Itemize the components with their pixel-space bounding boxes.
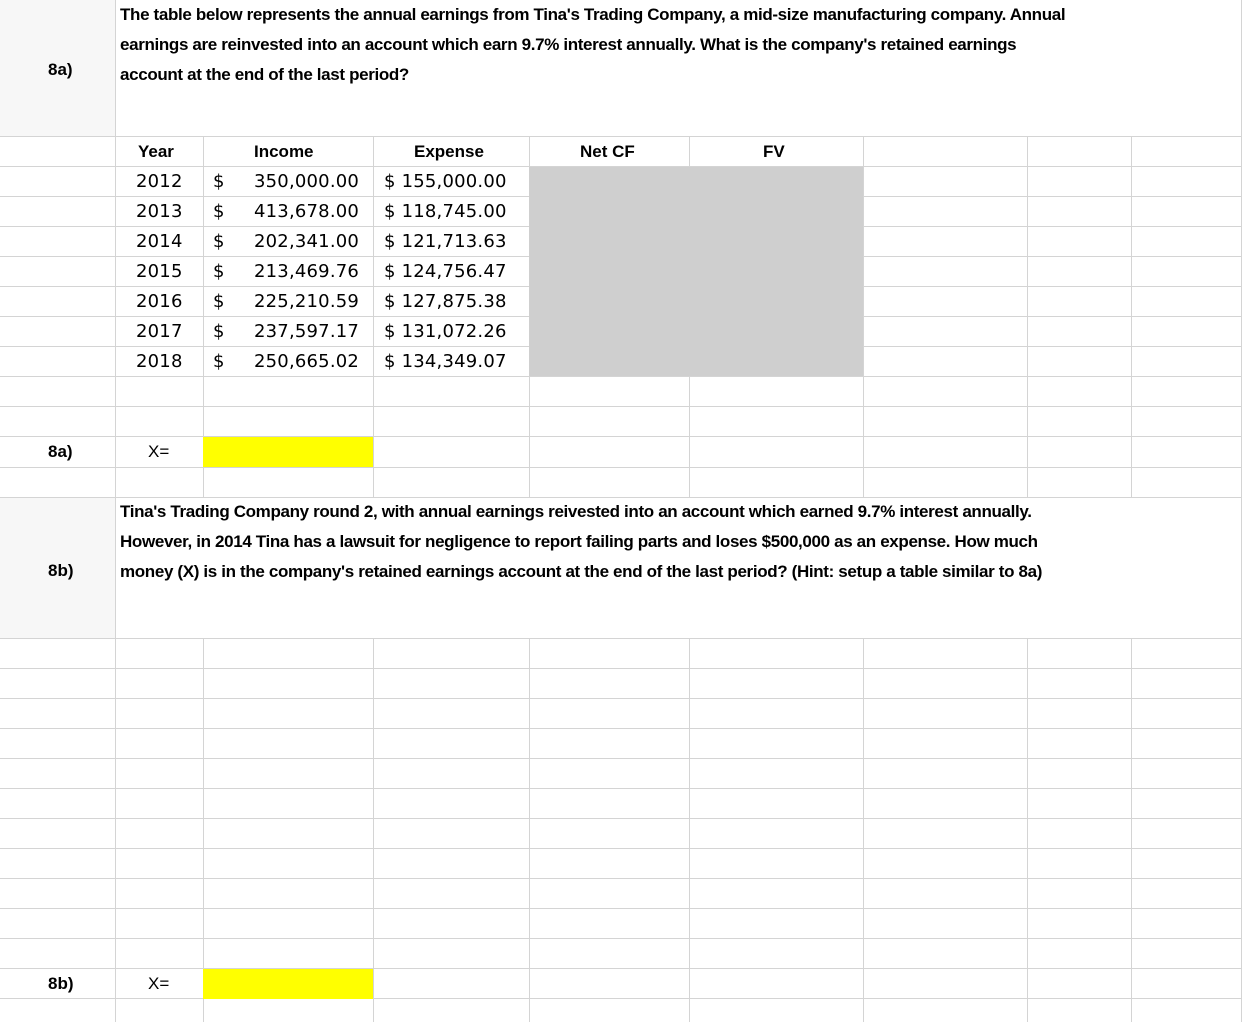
expense-cell: $ 134,349.07 bbox=[384, 351, 507, 372]
question-8a-line-2: earnings are reinvested into an account which earn 9.7% interest annually. What is the company's retained earnings bbox=[120, 35, 1017, 54]
currency-symbol: $ bbox=[213, 201, 225, 222]
answer-8b-x-label: X= bbox=[148, 974, 170, 993]
answer-8a-cell[interactable] bbox=[203, 437, 373, 467]
income-cell: 225,210.59 bbox=[254, 291, 360, 312]
income-cell: 213,469.76 bbox=[254, 261, 360, 282]
year-cell: 2018 bbox=[136, 351, 183, 372]
answer-8a-x-label: X= bbox=[148, 442, 170, 461]
question-8b-label: 8b) bbox=[48, 561, 74, 580]
income-cell: 250,665.02 bbox=[254, 351, 360, 372]
header-income: Income bbox=[254, 142, 314, 161]
answer-8b-label: 8b) bbox=[48, 974, 74, 993]
question-8a-line-3: account at the end of the last period? bbox=[120, 65, 409, 84]
header-expense: Expense bbox=[414, 142, 484, 161]
question-8a-label: 8a) bbox=[48, 60, 73, 79]
net-cf-fv-input-area[interactable] bbox=[529, 167, 863, 376]
year-cell: 2016 bbox=[136, 291, 183, 312]
expense-cell: $ 121,713.63 bbox=[384, 231, 507, 252]
expense-cell: $ 155,000.00 bbox=[384, 171, 507, 192]
income-cell: 237,597.17 bbox=[254, 321, 360, 342]
currency-symbol: $ bbox=[213, 351, 225, 372]
question-8b-line-2: However, in 2014 Tina has a lawsuit for negligence to report failing parts and loses $500,000 as an expense. How much bbox=[120, 532, 1038, 551]
year-cell: 2014 bbox=[136, 231, 183, 252]
income-cell: 413,678.00 bbox=[254, 201, 360, 222]
answer-8b-cell[interactable] bbox=[203, 969, 373, 999]
header-fv: FV bbox=[763, 142, 785, 161]
year-cell: 2013 bbox=[136, 201, 183, 222]
income-cell: 350,000.00 bbox=[254, 171, 360, 192]
expense-cell: $ 118,745.00 bbox=[384, 201, 507, 222]
expense-cell: $ 131,072.26 bbox=[384, 321, 507, 342]
header-year: Year bbox=[138, 142, 174, 161]
currency-symbol: $ bbox=[213, 321, 225, 342]
currency-symbol: $ bbox=[213, 171, 225, 192]
question-8b-line-1: Tina's Trading Company round 2, with annual earnings reivested into an account which earned 9.7% interest annually. bbox=[120, 502, 1032, 521]
currency-symbol: $ bbox=[213, 261, 225, 282]
question-8a-line-1: The table below represents the annual earnings from Tina's Trading Company, a mid-size manufacturing company. Annual bbox=[120, 5, 1066, 24]
expense-cell: $ 124,756.47 bbox=[384, 261, 507, 282]
question-8b-line-3: money (X) is in the company's retained earnings account at the end of the last period? (Hint: setup a table similar to 8a) bbox=[120, 562, 1043, 581]
year-cell: 2012 bbox=[136, 171, 183, 192]
answer-8a-label: 8a) bbox=[48, 442, 73, 461]
income-cell: 202,341.00 bbox=[254, 231, 360, 252]
header-net-cf: Net CF bbox=[580, 142, 635, 161]
currency-symbol: $ bbox=[213, 291, 225, 312]
expense-cell: $ 127,875.38 bbox=[384, 291, 507, 312]
currency-symbol: $ bbox=[213, 231, 225, 252]
year-cell: 2015 bbox=[136, 261, 183, 282]
year-cell: 2017 bbox=[136, 321, 183, 342]
